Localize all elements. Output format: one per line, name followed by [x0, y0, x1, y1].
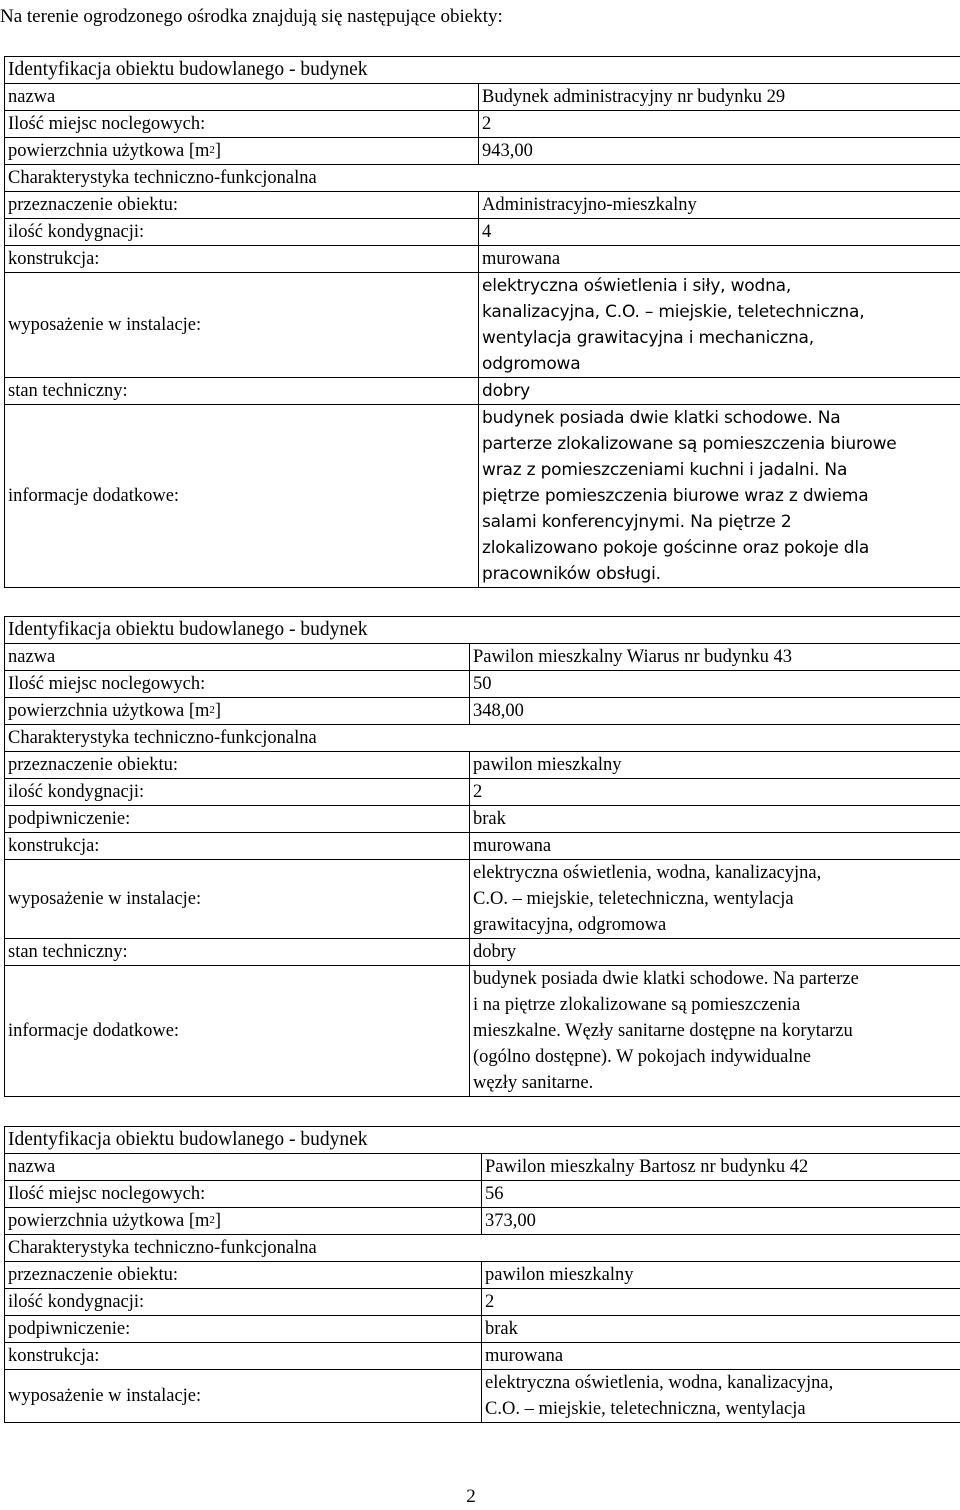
info-label: informacje dodatkowe:: [5, 966, 470, 1097]
area-value: 373,00: [482, 1208, 960, 1235]
name-value: Pawilon mieszkalny Bartosz nr budynku 42: [482, 1154, 960, 1181]
table-header: Identyfikacja obiektu budowlanego - budynek: [5, 617, 960, 644]
floors-value: 2: [482, 1289, 960, 1316]
beds-label: Ilość miejsc noclegowych:: [5, 111, 479, 138]
construction-label: konstrukcja:: [5, 833, 470, 860]
beds-label: Ilość miejsc noclegowych:: [5, 671, 470, 698]
characteristics-label: Charakterystyka techniczno-funkcjonalna: [5, 165, 960, 192]
beds-value: 2: [479, 111, 960, 138]
purpose-value: Administracyjno-mieszkalny: [479, 192, 960, 219]
condition-value: dobry: [479, 378, 960, 405]
condition-label: stan techniczny:: [5, 939, 470, 966]
building-table-3: [4, 1126, 960, 1423]
equipment-value: elektryczna oświetlenia, wodna, kanalizacyjna, C.O. – miejskie, teletechniczna, wentylacja: [482, 1370, 960, 1423]
area-label: powierzchnia użytkowa $[m^2]$: [5, 698, 470, 725]
floors-label: ilość kondygnacji:: [5, 219, 479, 246]
info-value: budynek posiada dwie klatki schodowe. Na parterze zlokalizowane są pomieszczenia biurowe wraz z pomieszczeniami kuchni i jadalni. Na piętrze pomieszczenia biurowe wraz z dwiema salami konferencyjnymi. Na piętrze 2 zlokalizowano pokoje gościnne oraz pokoje dla pracowników obsługi.: [479, 405, 960, 588]
purpose-label: przeznaczenie obiektu:: [5, 752, 470, 779]
beds-value: 56: [482, 1181, 960, 1208]
purpose-label: przeznaczenie obiektu:: [5, 1262, 482, 1289]
area-label: powierzchnia użytkowa $[m^2]$: [5, 1208, 482, 1235]
floors-label: ilość kondygnacji:: [5, 1289, 482, 1316]
name-value: Pawilon mieszkalny Wiarus nr budynku 43: [470, 644, 960, 671]
name-value: Budynek administracyjny nr budynku 29: [479, 84, 960, 111]
condition-value: dobry: [470, 939, 960, 966]
equipment-label: wyposażenie w instalacje:: [5, 860, 470, 939]
building-table-2: [4, 616, 960, 1097]
floors-value: 2: [470, 779, 960, 806]
construction-value: murowana: [470, 833, 960, 860]
building-table-1: [4, 56, 960, 588]
construction-value: murowana: [479, 246, 960, 273]
purpose-value: pawilon mieszkalny: [482, 1262, 960, 1289]
basement-value: brak: [482, 1316, 960, 1343]
characteristics-label: Charakterystyka techniczno-funkcjonalna: [5, 1235, 960, 1262]
page-number: 2: [0, 1484, 942, 1510]
equipment-value: elektryczna oświetlenia, wodna, kanalizacyjna, C.O. – miejskie, teletechniczna, wentylacja grawitacyjna, odgromowa: [470, 860, 960, 939]
beds-value: 50: [470, 671, 960, 698]
floors-value: 4: [479, 219, 960, 246]
area-value: 943,00: [479, 138, 960, 165]
equipment-label: wyposażenie w instalacje:: [5, 273, 479, 378]
info-value: budynek posiada dwie klatki schodowe. Na parterze i na piętrze zlokalizowane są pomieszczenia mieszkalne. Węzły sanitarne dostępne na korytarzu (ogólno dostępne). W pokojach indywidualne węzły sanitarne.: [470, 966, 960, 1097]
area-value: 348,00: [470, 698, 960, 725]
info-label: informacje dodatkowe:: [5, 405, 479, 588]
floors-label: ilość kondygnacji:: [5, 779, 470, 806]
equipment-label: wyposażenie w instalacje:: [5, 1370, 482, 1423]
equipment-value: elektryczna oświetlenia i siły, wodna, kanalizacyjna, C.O. – miejskie, teletechniczna, wentylacja grawitacyjna i mechaniczna, odgromowa: [479, 273, 960, 378]
area-label: powierzchnia użytkowa $[m^2]$: [5, 138, 479, 165]
condition-label: stan techniczny:: [5, 378, 479, 405]
name-label: nazwa: [5, 84, 479, 111]
name-label: nazwa: [5, 1154, 482, 1181]
beds-label: Ilość miejsc noclegowych:: [5, 1181, 482, 1208]
construction-value: murowana: [482, 1343, 960, 1370]
characteristics-label: Charakterystyka techniczno-funkcjonalna: [5, 725, 960, 752]
basement-value: brak: [470, 806, 960, 833]
construction-label: konstrukcja:: [5, 1343, 482, 1370]
name-label: nazwa: [5, 644, 470, 671]
table-header: Identyfikacja obiektu budowlanego - budynek: [5, 57, 960, 84]
construction-label: konstrukcja:: [5, 246, 479, 273]
table-header: Identyfikacja obiektu budowlanego - budynek: [5, 1127, 960, 1154]
purpose-value: pawilon mieszkalny: [470, 752, 960, 779]
intro-text: Na terenie ogrodzonego ośrodka znajdują się następujące obiekty:: [0, 4, 503, 30]
basement-label: podpiwniczenie:: [5, 1316, 482, 1343]
basement-label: podpiwniczenie:: [5, 806, 470, 833]
purpose-label: przeznaczenie obiektu:: [5, 192, 479, 219]
